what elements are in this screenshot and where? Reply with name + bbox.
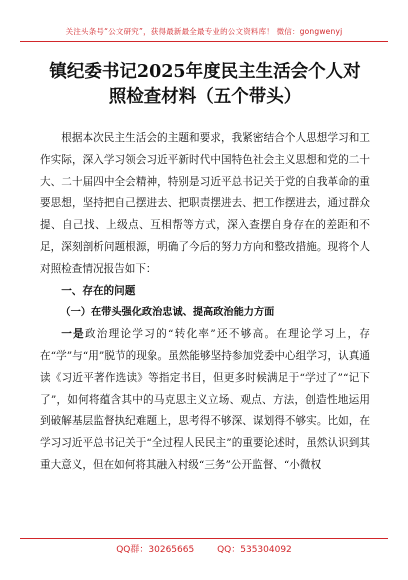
title-line-2: 照检查材料（五个带头） bbox=[108, 87, 302, 107]
title-line-1: 镇纪委书记2025年度民主生活会个人对 bbox=[49, 62, 361, 82]
footer-qq: QQ：535304092 bbox=[217, 545, 292, 555]
document-title bbox=[40, 60, 370, 110]
footer-divider bbox=[20, 538, 388, 539]
header-divider bbox=[20, 41, 388, 42]
subsection-heading: （一）在带头强化政治忠诚、提高政治能力方面 bbox=[60, 307, 275, 319]
footer-contact bbox=[0, 542, 408, 555]
paragraph-1-text: 政治理论学习的“转化率”还不够高。在理论学习上，存在“学”与“用”脱节的现象。虽然能够坚持参加党委中心组学习，认真通读《习近平著作选读》等指定书目，但更多时候满足于“学过了”“记下了”，如何将蕴含其中的马克思主义立场、观点、方法，创造性地运用到破解基层监督执纪难题上，思考得不够深、谋划得不够实。比如，在学习习近平总书记关于“全过程人民民主”的重要论述时，虽然认识到其重大意义，但在如何将其融入村级“三务”公开监督、“小微权 bbox=[40, 328, 371, 471]
section-heading: 一、存在的问题 bbox=[61, 284, 136, 297]
paragraph-1 bbox=[40, 324, 370, 477]
header-promo: 关注头条号“公文研究”，获得最新最全最专业的公文资料库！ 微信：gongwenyj bbox=[65, 27, 343, 36]
intro-paragraph: 根据本次民主生活会的主题和要求，我紧密结合个人思想学习和工作实际，深入学习领会习近平新时代中国特色社会主义思想和党的二十大、二十届四中全会精神，特别是习近平总书记关于党的自我革命的重要思想，坚持把自己摆进去、把职责摆进去、把工作摆进去，通过群众提、自己找、上级点、互相帮等方式，深入查摆自身存在的差距和不足，深刻剖析问题根源，明确了今后的努力方向和整改措施。现将个人对照检查情况报告如下： bbox=[40, 132, 370, 275]
footer-qq-group: QQ群：30265665 bbox=[116, 545, 195, 555]
document-body bbox=[40, 128, 370, 477]
paragraph-1-lead: 一是 bbox=[61, 328, 85, 341]
